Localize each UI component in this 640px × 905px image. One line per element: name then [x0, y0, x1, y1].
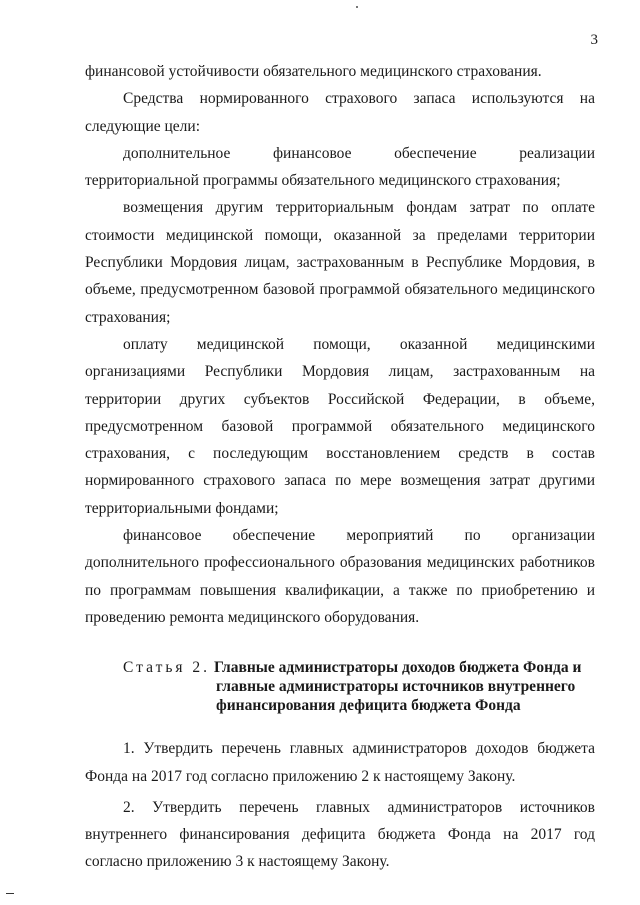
paragraph: 1. Утвердить перечень главных администраторов доходов бюджета Фонда на 2017 год согласно приложению 2 к настоящему Закону.: [85, 740, 595, 785]
article-title-line2: главные администраторы источников внутреннего: [216, 678, 576, 696]
paragraph: дополнительное финансовое обеспечение реализации территориальной программы обязательного медицинского страхования;: [85, 144, 595, 190]
document-body: [85, 58, 595, 876]
article-label: Статья 2.: [123, 659, 211, 677]
scan-artifact-mark: [6, 893, 14, 894]
scan-artifact-dot: [356, 6, 358, 8]
article-title-line1: Главные администраторы доходов бюджета Фонда и: [213, 659, 582, 677]
page-number: 3: [590, 32, 598, 48]
paragraph: Средства нормированного страхового запаса используются на следующие цели:: [85, 90, 595, 135]
paragraph: финансовое обеспечение мероприятий по организации дополнительного профессионального образования медицинских работников по программам повышения квалификации, а также по приобретению и проведению ремонта медицинского оборудования.: [85, 527, 595, 626]
article-heading: [85, 658, 595, 715]
paragraph: финансовой устойчивости обязательного медицинского страхования.: [85, 63, 542, 80]
paragraph: возмещения другим территориальным фондам затрат по оплате стоимости медицинской помощи, оказанной за пределами территории Республики Мордовия лицам, застрахованным в Республике Мордовия, в объеме, предусмотренном базовой программой обязательного медицинского страхования;: [85, 199, 595, 326]
article-title-line3: финансирования дефицита бюджета Фонда: [216, 697, 521, 715]
paragraph: 2. Утвердить перечень главных администраторов источников внутреннего финансирования дефицита бюджета Фонда на 2017 год согласно приложению 3 к настоящему Закону.: [85, 798, 595, 871]
paragraph: оплату медицинской помощи, оказанной медицинскими организациями Республики Мордовия лицам, застрахованным на территории других субъектов Российской Федерации, в объеме, предусмотренном базовой программой обязательного медицинского страхования, с последующим восстановлением средств в состав нормированного страхового запаса по мере возмещения затрат другими территориальными фондами;: [85, 335, 595, 517]
